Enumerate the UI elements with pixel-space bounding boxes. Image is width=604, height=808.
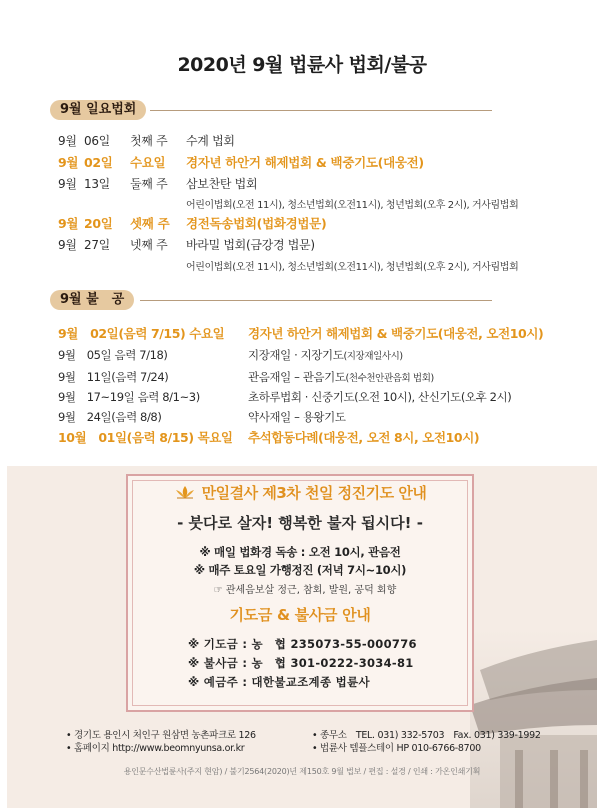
footer-homepage: • 홈페이지 http://www.beomnyunsa.or.kr [66, 743, 245, 754]
notice-line: ※ 매주 토요일 가행정진 (저녁 7시~10시) [193, 563, 407, 577]
bulgong-row: 9월 11일(음력 7/24) 관음재일 – 관음기도(천수천안관음회 법회) [58, 370, 434, 384]
sunday-sub-services: 어린이법회(오전 11시), 청소년법회(오전11시), 청년법회(오후 2시), 거사림법회 [186, 200, 519, 211]
notice-line-small: ☞ 관세음보살 정근, 참회, 발원, 공덕 회향 [213, 585, 397, 596]
footer-templestay: • 법륜사 템플스테이 HP 010-6766-8700 [312, 743, 481, 754]
lotus-icon [174, 485, 196, 499]
sunday-row: 9월 06일 첫째 주 수계 법회 [58, 134, 235, 148]
sunday-row: 9월 20일 셋째 주 경전독송법회(법화경법문) [58, 216, 327, 231]
footer-office: • 종무소 TEL. 031) 332-5703 Fax. 031) 339-1992 [312, 730, 541, 741]
bulgong-section-label: 9월 불 공 [50, 290, 134, 310]
temple-roof-image [470, 630, 597, 808]
account-line: ※ 불사금 : 농 협 301-0222-3034-81 [188, 656, 414, 670]
bulgong-row: 9월 24일(음력 8/8) 약사재일 – 용왕기도 [58, 410, 346, 424]
sunday-row: 9월 02일 수요일 경자년 하안거 해제법회 & 백중기도(대웅전) [58, 155, 424, 170]
imprint-line: 용인문수산법륜사(주지 현암) / 불기2564(2020)년 제150호 9월 법보 / 편집 : 설경 / 인쇄 : 가온인쇄기획 [123, 767, 481, 776]
bulgong-row: 10월 01일(음력 8/15) 목요일 추석합동다례(대웅전, 오전 8시, 오전10시) [58, 430, 480, 445]
sunday-row: 9월 27일 넷째 주 바라밀 법회(금강경 법문) [58, 238, 315, 252]
section-divider [140, 300, 492, 301]
section-divider [150, 110, 492, 111]
sunday-row: 9월 13일 둘째 주 삼보찬탄 법회 [58, 177, 258, 191]
account-line: ※ 기도금 : 농 협 235073-55-000776 [188, 637, 417, 651]
notice-title: 만일결사 제3차 천일 정진기도 안내 [126, 482, 474, 503]
notice-line: ※ 매일 법화경 독송 : 오전 10시, 관음전 [199, 545, 401, 559]
bulgong-row: 9월 02일(음력 7/15) 수요일 경자년 하안거 해제법회 & 백중기도(대웅전, 오전10시) [58, 326, 544, 341]
page-title: 2020년 9월 법륜사 법회/불공 [177, 54, 427, 76]
sunday-section-label: 9월 일요법회 [50, 100, 146, 120]
sunday-sub-services: 어린이법회(오전 11시), 청소년법회(오전11시), 청년법회(오후 2시), 거사림법회 [186, 262, 519, 273]
bulgong-row: 9월 05일 음력 7/18) 지장재일 · 지장기도(지장재일사시) [58, 348, 403, 362]
donation-title: 기도금 & 불사금 안내 [229, 606, 371, 624]
notice-slogan: - 붓다로 살자! 행복한 불자 됩시다! - [177, 514, 423, 532]
footer-address: • 경기도 용인시 처인구 원삼면 농촌파크로 126 [66, 730, 256, 741]
bulgong-row: 9월 17~19일 음력 8/1~3) 초하루법회 · 신중기도(오전 10시), 산신기도(오후 2시) [58, 390, 512, 404]
account-line: ※ 예금주 : 대한불교조계종 법륜사 [188, 675, 370, 689]
